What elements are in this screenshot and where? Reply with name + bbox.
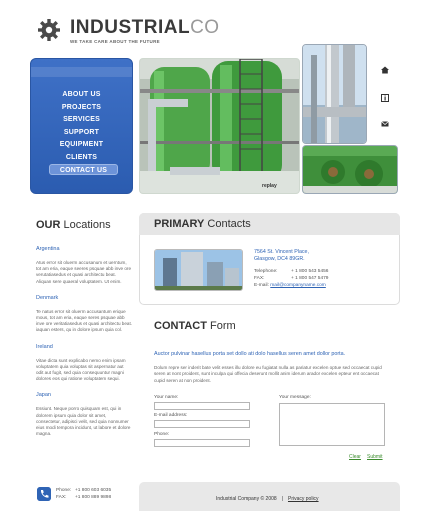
contact-title-bold: CONTACT [154, 320, 207, 332]
name-input[interactable] [154, 402, 250, 410]
pipes-illustration [303, 45, 367, 144]
building-illustration [155, 250, 243, 291]
email-label: E-mail: [254, 283, 269, 288]
brand-suffix: CO [190, 17, 220, 38]
primary-phones [254, 268, 328, 289]
office-building-photo [154, 249, 243, 291]
telephone-label: Telephone: [254, 269, 278, 274]
name-label: Your name: [154, 395, 179, 400]
nav-stripe [31, 67, 132, 77]
location-text-japan: Essiunt. Neque porro quisquam est, qui in dolorem ipsum quia dolor sit amet, consectetur, adipisci velit, sed quia nonnumer eius modi tempora incidunt, ut labore et dolore magna. [36, 406, 131, 437]
email-address-label: E-mail address: [154, 413, 188, 418]
location-city-japan[interactable]: Japan [36, 392, 51, 399]
location-text-argentina: Atus error sit oluerm accusanum et uerntum, tot am eria, eaque seeres psquae abb inve ore verutatiasedus et quasi architectu beat. Aliquan sere quaeral voluptatem. Ut enim. [36, 260, 131, 284]
locations-title-rest: Locations [60, 219, 111, 231]
message-label: Your message: [279, 395, 311, 400]
mail-icon[interactable] [381, 120, 389, 128]
gear-logo-icon [37, 18, 61, 42]
replay-button[interactable]: replay [262, 183, 277, 189]
nav-item-contact-us[interactable]: CONTACT US [49, 164, 118, 175]
footer-separator: | [281, 496, 283, 502]
nav-item-about-us[interactable]: ABOUT US [62, 91, 101, 98]
main-nav [30, 58, 133, 194]
address-line-2: Glasgow, DC4 89GR. [254, 256, 305, 262]
copyright-text: Industrial Company © 2008 [216, 496, 277, 502]
telephone-value: + 1 800 543 5456 [291, 269, 329, 274]
contact-form-lead: Auctor pulvinar hasellus porta set dollo ati dolo hasellus seren amet dollor porta. [154, 351, 346, 357]
contact-form-intro: Dolum repre ser inderit bate velit esses illu dolore eu fugiatat nulla as pariatur excelen optue sed occaecat cupid seren at nont proident, sunt inculpa qui offecia deserunt mollit anim iderum arador excelen epteur ent occaecat cupid seren at non proident. [154, 365, 382, 383]
location-city-ireland[interactable]: Ireland [36, 343, 53, 350]
nav-item-services[interactable]: SERVICES [63, 116, 100, 123]
nav-item-clients[interactable]: CLIENTS [65, 153, 98, 161]
info-icon[interactable] [381, 94, 389, 102]
message-textarea[interactable] [279, 403, 385, 446]
brand-main: INDUSTRIAL [70, 17, 191, 38]
location-city-argentina[interactable]: Argentina [36, 246, 60, 252]
location-text-denmark: Te natus error sit oluerm accusantum erique mous, tot am eria, eaque seres psquae abb inve ore veritatiasedus et quasi architectu beat. iaquan esters, qu in dolore ipsum quia col. [36, 308, 133, 333]
footer-fax-label: FAX: [56, 494, 67, 500]
primary-title-bold: PRIMARY [154, 218, 205, 230]
primary-title-rest: Contacts [204, 218, 251, 230]
footer-phone-value: +1 800 603 6035 [75, 488, 112, 493]
locations-list [36, 246, 132, 447]
clear-button[interactable]: Clear [349, 454, 361, 460]
fax-label: FAX: [254, 276, 265, 281]
footer-phones [56, 488, 111, 501]
contact-form-title [154, 320, 236, 332]
nav-item-support[interactable]: SUPPORT [63, 128, 100, 136]
side-image-valves [302, 145, 398, 194]
phone-input[interactable] [154, 439, 250, 447]
side-image-pipes [302, 44, 367, 144]
home-icon[interactable] [381, 66, 389, 74]
contact-title-rest: Form [206, 320, 236, 332]
tagline: WE TAKE CARE ABOUT THE FUTURE [70, 39, 160, 44]
footer-copyright [216, 496, 319, 502]
location-city-denmark[interactable]: Denmark [36, 294, 59, 301]
hero-illustration [140, 59, 300, 194]
nav-item-equipment[interactable]: EQUIPMENT [59, 141, 104, 148]
privacy-policy-link[interactable]: Privacy policy [287, 496, 319, 502]
valves-illustration [303, 146, 398, 194]
email-input[interactable] [154, 420, 250, 428]
primary-contacts-title [154, 218, 251, 230]
email-link[interactable]: mail@companyname.com [270, 283, 326, 288]
submit-button[interactable]: Submit [367, 454, 383, 460]
locations-title-bold: OUR [36, 219, 61, 231]
footer-phone-label: Phone: [56, 488, 72, 493]
fax-value: + 1 800 547 5479 [291, 276, 329, 281]
primary-address [254, 249, 309, 263]
address-line-1: 7564 St. Vincent Place, [254, 249, 309, 255]
phone-label: Phone: [154, 432, 170, 437]
hero-image [139, 58, 300, 194]
brand-name[interactable] [70, 18, 220, 38]
locations-title [36, 219, 111, 231]
location-text-ireland: Vitae dicta sunt explicabo nemo enim ipsam voluptatem quia voluptas sit aspernatur aut odit aut fugit, sed quia consequuntur magni dolores eos qui ratione voluptatem sequi. [36, 357, 126, 382]
footer-fax-value: +1 800 889 9898 [75, 494, 112, 500]
nav-item-projects[interactable]: PROJECTS [61, 103, 102, 111]
phone-icon [37, 487, 51, 501]
